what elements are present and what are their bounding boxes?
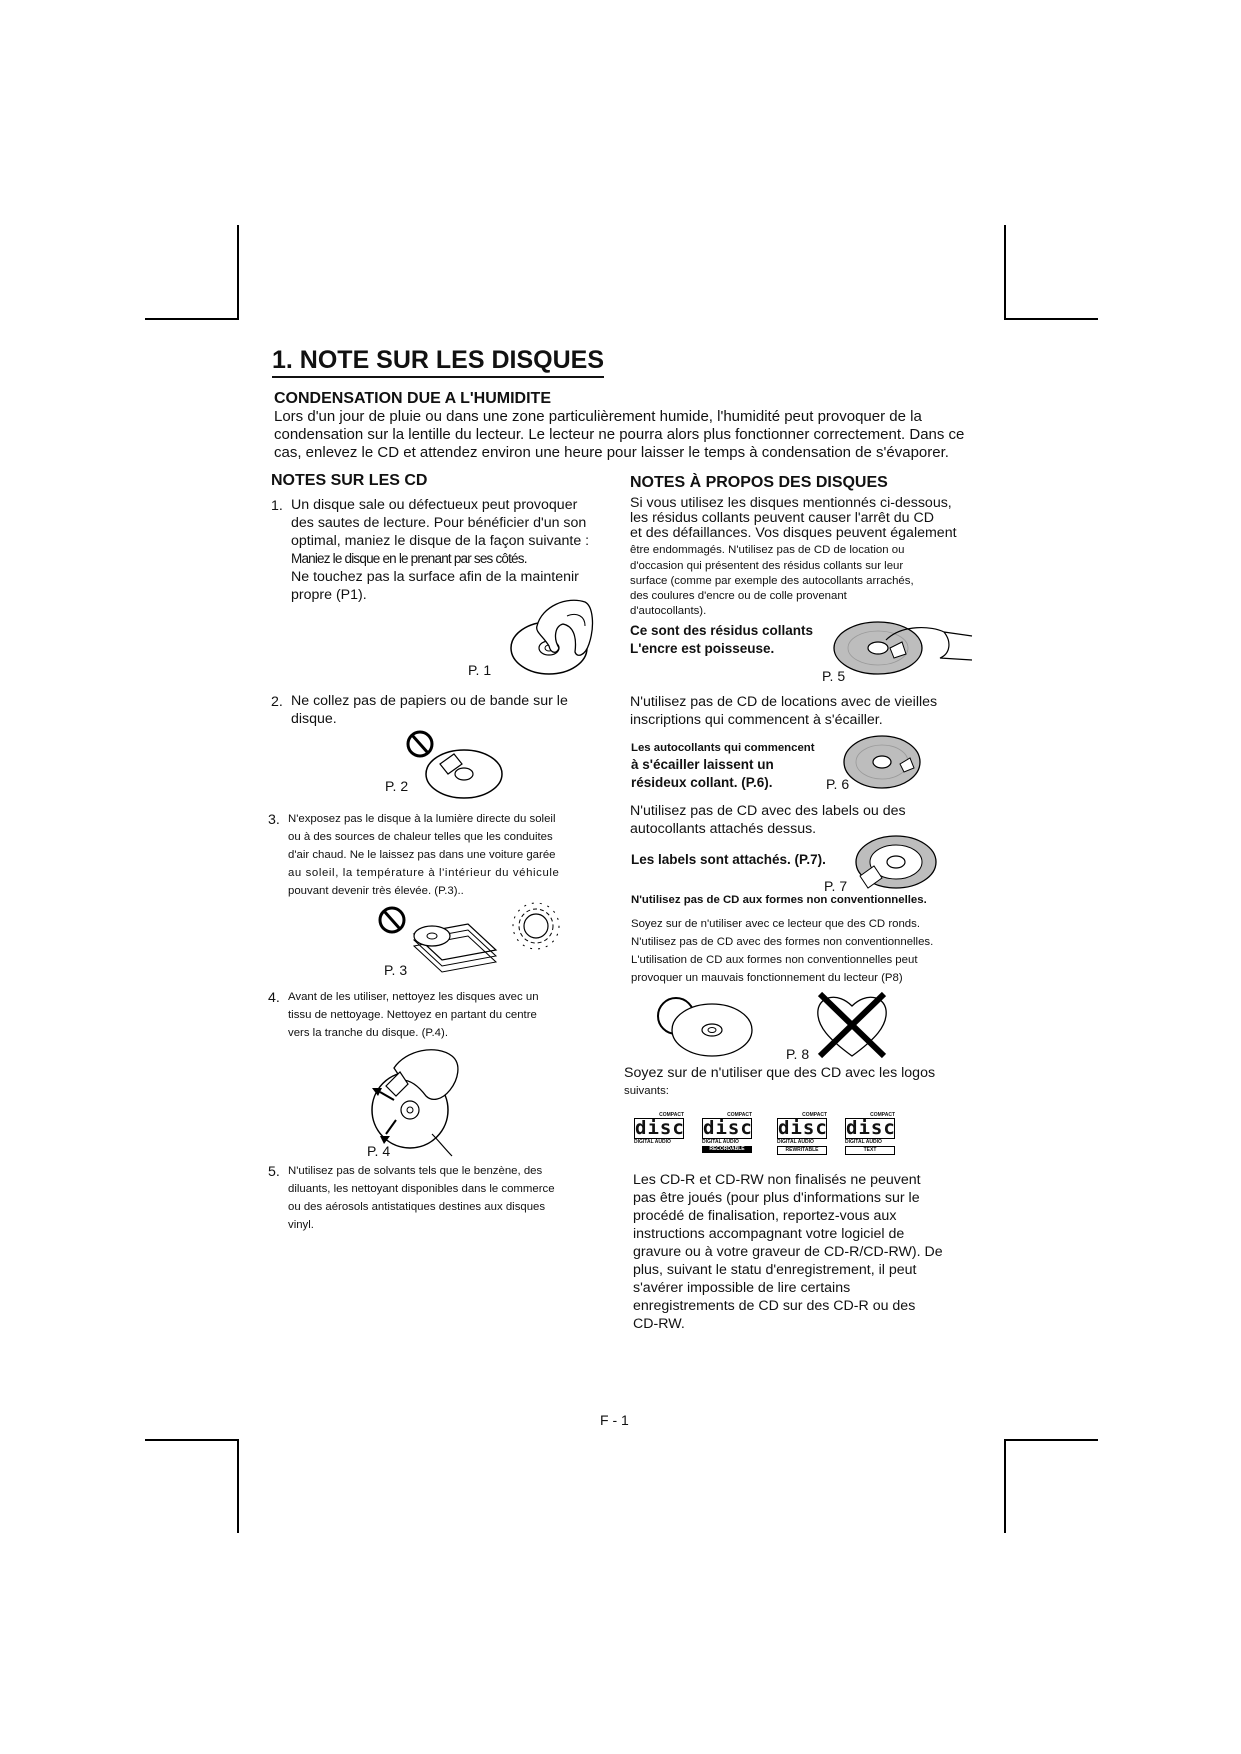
text-line: N'utilisez pas de CD avec des labels ou des (630, 803, 906, 819)
text-line: autocollants attachés dessus. (630, 821, 817, 837)
text-line: plus, suivant le statu d'enregistrement, il peut (633, 1262, 917, 1278)
figure-caption: P. 7 (824, 878, 848, 894)
item2-text (291, 692, 621, 728)
text-line: pouvant devenir très élevée. (P.3).. (288, 885, 464, 897)
text-line: disque. (291, 711, 337, 727)
text-line: condensation sur la lentille du lecteur. Le lecteur ne pourra alors plus fonctionner correctement. Dans ce (274, 426, 965, 443)
text-line: Avant de les utiliser, nettoyez les disques avec un (288, 991, 539, 1003)
p6-text (630, 693, 990, 729)
item-number: 2. (271, 694, 283, 710)
crop-mark (145, 1439, 239, 1441)
logo-sub: DIGITAL AUDIO (845, 1139, 882, 1145)
item-number: 4. (268, 990, 280, 1006)
text-line: L'encre est poisseuse. (630, 641, 775, 656)
text-line: Maniez le disque en le prenant par ses côtés. (291, 551, 527, 566)
crop-mark (1004, 1439, 1098, 1441)
text-line: suivants: (624, 1085, 669, 1097)
compact-disc-text-logo (845, 1112, 895, 1152)
figure-caption: P. 1 (468, 662, 492, 678)
condensation-text (274, 408, 974, 462)
heart-disc-crossed-illustration (814, 990, 890, 1060)
p8-text (631, 915, 1001, 987)
text-line: tissu de nettoyage. Nettoyez en partant du centre (288, 1009, 537, 1021)
text-line: des coulures d'encre ou de colle provenant (630, 590, 847, 602)
figure-caption: P. 2 (385, 778, 409, 794)
item-number: 5. (268, 1164, 280, 1180)
final-text (633, 1171, 993, 1333)
text-line: inscriptions qui commencent à s'écailler. (630, 712, 883, 728)
logo-sub: DIGITAL AUDIO (702, 1139, 739, 1145)
item-number: 1. (271, 498, 283, 514)
compact-disc-recordable-logo (702, 1112, 752, 1152)
left-heading: NOTES SUR LES CD (271, 472, 428, 489)
item5-text (288, 1162, 608, 1234)
text-line: pas être joués (pour plus d'informations sur le (633, 1190, 920, 1206)
figure-caption: P. 3 (384, 962, 408, 978)
p7-bold-text: Les labels sont attachés. (P.7). (631, 852, 826, 867)
text-line: vers la tranche du disque. (P.4). (288, 1027, 448, 1039)
logo-disc: disc (635, 1117, 685, 1139)
text-line: à s'écailler laissent un (631, 757, 774, 772)
item1-text (291, 496, 621, 604)
text-line: surface (comme par exemple des autocollants arrachés, (630, 575, 914, 587)
text-line: ou à des sources de chaleur telles que les conduites (288, 831, 553, 843)
text-line: vinyl. (288, 1219, 314, 1231)
text-line: N'utilisez pas de CD de locations avec de vieilles (630, 694, 938, 710)
text-line: Soyez sur de n'utiliser que des CD avec les logos (624, 1065, 936, 1081)
text-line: Ne touchez pas la surface afin de la maintenir (291, 569, 579, 585)
text-line: Les autocollants qui commencent (631, 742, 815, 754)
crop-mark (1004, 1439, 1006, 1533)
p8-bold-text: N'utilisez pas de CD aux formes non conventionnelles. (631, 894, 927, 906)
text-line: Ne collez pas de papiers ou de bande sur le (291, 693, 568, 709)
page-title: 1. NOTE SUR LES DISQUES (272, 346, 604, 378)
text-line: gravure ou à votre graveur de CD-R/CD-RW). De (633, 1244, 943, 1260)
text-line: Les CD-R et CD-RW non finalisés ne peuvent (633, 1172, 921, 1188)
text-line: procédé de finalisation, reportez-vous aux (633, 1208, 897, 1224)
text-line: propre (P1). (291, 587, 367, 603)
figure-caption: P. 8 (786, 1046, 810, 1062)
text-line: résideux collant. (P.6). (631, 775, 773, 790)
text-line: cas, enlevez le CD et attendez environ une heure pour laisser le temps à condensation de s'évaporer. (274, 444, 949, 461)
crop-mark (145, 318, 239, 320)
logo-sub: DIGITAL AUDIO (634, 1139, 671, 1145)
item3-text (288, 810, 608, 900)
text-line: instructions accompagnant votre logiciel de (633, 1226, 905, 1242)
compact-disc-rewritable-logo (777, 1112, 827, 1152)
text-line: au soleil, la température à l'intérieur du véhicule (288, 867, 560, 879)
logo-tag: REWRITABLE (777, 1146, 827, 1155)
text-line: diluants, les nettoyant disponibles dans le commerce (288, 1183, 555, 1195)
text-line: Un disque sale ou défectueux peut provoquer (291, 497, 578, 513)
logo-tag: RECORDABLE (702, 1146, 752, 1153)
item-number: 3. (268, 812, 280, 828)
logo-sub: DIGITAL AUDIO (777, 1139, 814, 1145)
logo-disc: disc (778, 1117, 828, 1139)
compact-disc-logo (634, 1112, 684, 1152)
p5-bold-text (630, 622, 813, 658)
crop-mark (237, 1439, 239, 1533)
figure-caption: P. 6 (826, 776, 850, 792)
crop-mark (1004, 225, 1006, 319)
text-line: Si vous utilisez les disques mentionnés ci-dessous, (630, 495, 952, 511)
peeling-sticker-illustration (842, 734, 922, 790)
crop-mark (1004, 318, 1098, 320)
text-line: et des défaillances. Vos disques peuvent également (630, 525, 957, 541)
logo-top: COMPACT (802, 1112, 827, 1118)
logo-disc: disc (846, 1117, 896, 1139)
text-line: CD-RW. (633, 1316, 685, 1332)
text-line: s'avérer impossible de lire certains (633, 1280, 851, 1296)
crop-mark (237, 225, 239, 319)
disc-cleaning-illustration (366, 1040, 466, 1158)
p7-text (630, 802, 990, 838)
right-intro (630, 496, 990, 619)
text-line: Ce sont des résidus collants (630, 623, 814, 638)
figure-caption: P. 4 (367, 1143, 391, 1159)
text-line: Soyez sur de n'utiliser avec ce lecteur que des CD ronds. (631, 918, 920, 930)
disc-handling-illustration (497, 596, 597, 678)
text-line: enregistrements de CD sur des CD-R ou des (633, 1298, 916, 1314)
logo-top: COMPACT (727, 1112, 752, 1118)
page-number: F - 1 (600, 1412, 629, 1428)
text-line: N'utilisez pas de CD avec des formes non conventionnelles. (631, 936, 934, 948)
label-attached-illustration (852, 834, 942, 890)
logo-top: COMPACT (870, 1112, 895, 1118)
text-line: d'occasion qui présentent des résidus collants sur leur (630, 560, 904, 572)
logo-disc: disc (703, 1117, 753, 1139)
text-line: être endommagés. N'utilisez pas de CD de location ou (630, 544, 905, 556)
text-line: N'exposez pas le disque à la lumière directe du soleil (288, 813, 556, 825)
figure-caption: P. 5 (822, 668, 846, 684)
round-disc-illustration (656, 996, 756, 1060)
text-line: L'utilisation de CD aux formes non conventionnelles peut (631, 954, 918, 966)
text-line: d'autocollants). (630, 605, 707, 617)
no-tape-illustration (404, 728, 504, 800)
logo-top: COMPACT (659, 1112, 684, 1118)
text-line: N'utilisez pas de solvants tels que le benzène, des (288, 1165, 543, 1177)
condensation-heading: CONDENSATION DUE A L'HUMIDITE (274, 390, 551, 407)
sticky-residue-illustration (832, 614, 982, 676)
text-line: ou des aérosols antistatiques destines aux disques (288, 1201, 546, 1213)
right-heading: NOTES À PROPOS DES DISQUES (630, 474, 888, 491)
logos-text (624, 1064, 935, 1100)
item4-text (288, 988, 608, 1042)
text-line: des sautes de lecture. Pour bénéficier d'un son (291, 515, 587, 531)
text-line: d'air chaud. Ne le laissez pas dans une voiture garée (288, 849, 556, 861)
text-line: optimal, maniez le disque de la façon suivante : (291, 533, 590, 549)
text-line: les résidus collants peuvent causer l'arrêt du CD (630, 510, 934, 526)
logo-tag: TEXT (845, 1146, 895, 1155)
text-line: provoquer un mauvais fonctionnement du lecteur (P8) (631, 972, 903, 984)
text-line: Lors d'un jour de pluie ou dans une zone particulièrement humide, l'humidité peut provoquer de la (274, 408, 922, 425)
p6-bold-text (631, 740, 815, 792)
